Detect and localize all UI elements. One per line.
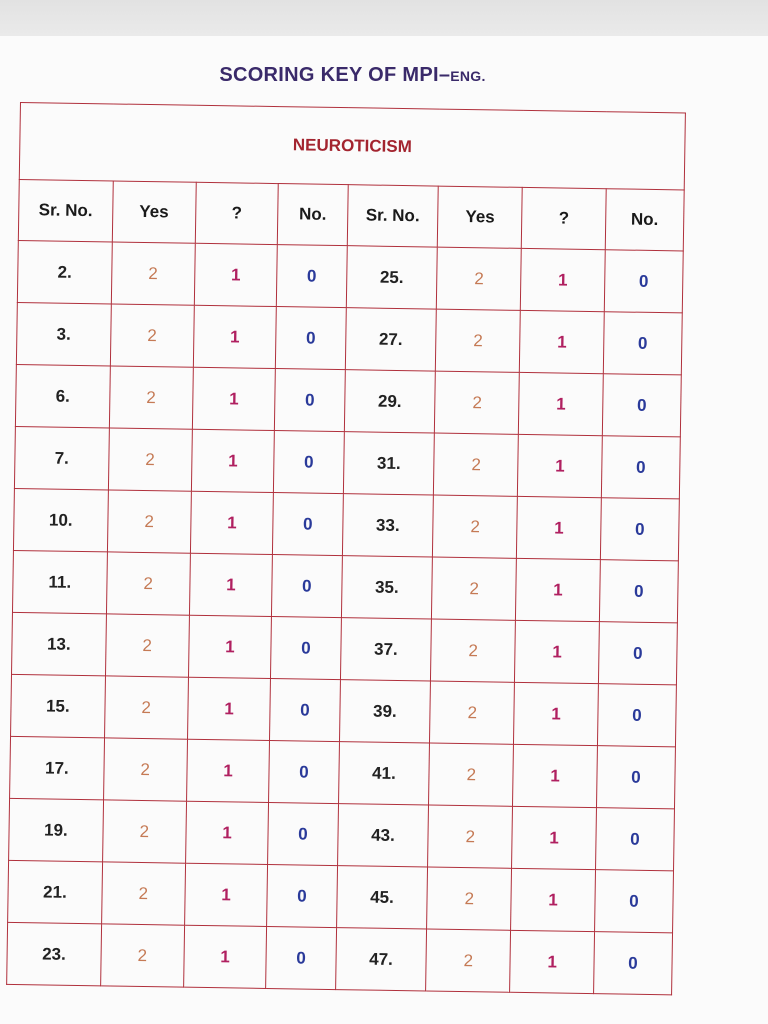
- cell-yes-left: 2: [101, 862, 185, 925]
- cell-unsure-left: 1: [184, 863, 268, 926]
- table-row: [10, 736, 676, 808]
- cell-sr-no-right: 45.: [336, 866, 428, 929]
- cell-unsure-right: 1: [514, 682, 599, 745]
- table-row: [9, 798, 675, 870]
- cell-yes-left: 2: [102, 800, 186, 863]
- table-row: [12, 612, 678, 684]
- cell-unsure-right: 1: [519, 372, 604, 435]
- cell-yes-left: 2: [104, 676, 188, 739]
- cell-sr-no-left: 15.: [11, 674, 106, 737]
- cell-no-right: 0: [602, 374, 681, 437]
- page-title: [0, 64, 705, 87]
- photo-background-strip: [0, 0, 768, 36]
- cell-sr-no-left: 3.: [16, 302, 111, 365]
- cell-unsure-right: 1: [510, 930, 595, 993]
- cell-yes-right: 2: [426, 929, 511, 992]
- cell-yes-left: 2: [108, 428, 192, 491]
- cell-unsure-right: 1: [511, 868, 596, 931]
- cell-unsure-left: 1: [183, 925, 267, 988]
- cell-no-right: 0: [604, 250, 683, 313]
- table-row: [8, 860, 674, 932]
- cell-unsure-right: 1: [513, 744, 598, 807]
- cell-yes-right: 2: [435, 371, 520, 434]
- cell-no-left: 0: [268, 802, 338, 865]
- cell-sr-no-left: 10.: [13, 488, 108, 551]
- cell-unsure-left: 1: [194, 243, 278, 306]
- cell-yes-right: 2: [432, 557, 517, 620]
- cell-yes-right: 2: [437, 247, 522, 310]
- cell-no-right: 0: [598, 622, 677, 685]
- cell-unsure-right: 1: [517, 496, 602, 559]
- cell-yes-left: 2: [105, 614, 189, 677]
- header-sr-no-left: Sr. No.: [18, 179, 113, 241]
- cell-sr-no-right: 43.: [337, 804, 429, 867]
- cell-no-left: 0: [271, 617, 341, 680]
- cell-unsure-left: 1: [186, 739, 270, 802]
- cell-unsure-left: 1: [192, 367, 276, 430]
- cell-no-right: 0: [601, 436, 680, 499]
- cell-no-right: 0: [595, 808, 674, 871]
- cell-yes-right: 2: [434, 433, 519, 496]
- cell-sr-no-right: 41.: [338, 742, 430, 805]
- cell-no-right: 0: [596, 746, 675, 809]
- table-row: [7, 922, 673, 994]
- cell-no-left: 0: [275, 369, 345, 432]
- header-sr-no-right: Sr. No.: [347, 185, 439, 247]
- cell-yes-left: 2: [109, 366, 193, 429]
- cell-yes-right: 2: [431, 619, 516, 682]
- cell-unsure-right: 1: [515, 620, 600, 683]
- cell-no-left: 0: [277, 245, 347, 308]
- cell-no-left: 0: [273, 493, 343, 556]
- cell-sr-no-right: 27.: [345, 308, 437, 371]
- header-unsure-left: ?: [195, 182, 279, 244]
- cell-yes-right: 2: [433, 495, 518, 558]
- cell-no-right: 0: [593, 932, 672, 995]
- header-yes-left: Yes: [112, 181, 196, 243]
- cell-no-left: 0: [270, 679, 340, 742]
- cell-yes-left: 2: [110, 304, 194, 367]
- section-header-row: [19, 103, 685, 190]
- cell-unsure-left: 1: [193, 305, 277, 368]
- cell-sr-no-left: 17.: [10, 736, 105, 799]
- cell-sr-no-left: 6.: [15, 364, 110, 427]
- cell-sr-no-right: 29.: [344, 370, 436, 433]
- cell-unsure-left: 1: [189, 553, 273, 616]
- cell-no-left: 0: [267, 864, 337, 927]
- cell-unsure-right: 1: [521, 248, 606, 311]
- title-suffix: ENG.: [450, 68, 486, 84]
- cell-sr-no-right: 33.: [342, 494, 434, 557]
- cell-sr-no-left: 21.: [8, 860, 103, 923]
- cell-sr-no-right: 39.: [339, 680, 431, 743]
- cell-no-right: 0: [603, 312, 682, 375]
- cell-yes-left: 2: [111, 242, 195, 305]
- cell-no-right: 0: [597, 684, 676, 747]
- cell-sr-no-left: 19.: [9, 798, 104, 861]
- cell-sr-no-left: 2.: [17, 240, 112, 303]
- cell-no-left: 0: [274, 431, 344, 494]
- title-main: SCORING KEY OF MPI–: [219, 64, 451, 86]
- cell-yes-left: 2: [103, 738, 187, 801]
- cell-unsure-left: 1: [185, 801, 269, 864]
- table-row: [15, 364, 681, 436]
- cell-sr-no-left: 7.: [14, 426, 109, 489]
- cell-no-right: 0: [600, 498, 679, 561]
- cell-sr-no-right: 37.: [340, 618, 432, 681]
- table-row: [17, 240, 683, 312]
- cell-unsure-left: 1: [190, 491, 274, 554]
- cell-no-right: 0: [599, 560, 678, 623]
- table-row: [12, 550, 678, 622]
- column-header-row: [18, 179, 684, 250]
- cell-yes-left: 2: [106, 552, 190, 615]
- cell-sr-no-left: 11.: [12, 550, 107, 613]
- cell-no-left: 0: [272, 555, 342, 618]
- header-yes-right: Yes: [438, 186, 523, 248]
- table-row: [11, 674, 677, 746]
- cell-yes-right: 2: [430, 681, 515, 744]
- cell-yes-right: 2: [436, 309, 521, 372]
- cell-sr-no-right: 47.: [335, 928, 427, 991]
- header-unsure-right: ?: [522, 187, 607, 249]
- cell-unsure-left: 1: [187, 677, 271, 740]
- cell-unsure-left: 1: [191, 429, 275, 492]
- cell-yes-right: 2: [428, 805, 513, 868]
- cell-yes-right: 2: [427, 867, 512, 930]
- cell-sr-no-right: 35.: [341, 556, 433, 619]
- cell-unsure-right: 1: [518, 434, 603, 497]
- section-title: NEUROTICISM: [19, 103, 685, 190]
- cell-no-left: 0: [269, 741, 339, 804]
- table-row: [13, 488, 679, 560]
- cell-yes-left: 2: [107, 490, 191, 553]
- cell-sr-no-left: 23.: [7, 922, 102, 985]
- header-no-right: No.: [605, 189, 684, 251]
- cell-unsure-right: 1: [520, 310, 605, 373]
- cell-unsure-right: 1: [512, 806, 597, 869]
- cell-yes-right: 2: [429, 743, 514, 806]
- cell-sr-no-right: 25.: [346, 246, 438, 309]
- cell-yes-left: 2: [100, 924, 184, 987]
- cell-no-left: 0: [266, 926, 336, 989]
- table-row: [16, 302, 682, 374]
- cell-unsure-left: 1: [188, 615, 272, 678]
- cell-sr-no-right: 31.: [343, 432, 435, 495]
- cell-sr-no-left: 13.: [12, 612, 107, 675]
- cell-no-right: 0: [594, 870, 673, 933]
- cell-unsure-right: 1: [516, 558, 601, 621]
- header-no-left: No.: [278, 184, 348, 246]
- scoring-key-table: [6, 102, 686, 995]
- table-row: [14, 426, 680, 498]
- cell-no-left: 0: [276, 307, 346, 370]
